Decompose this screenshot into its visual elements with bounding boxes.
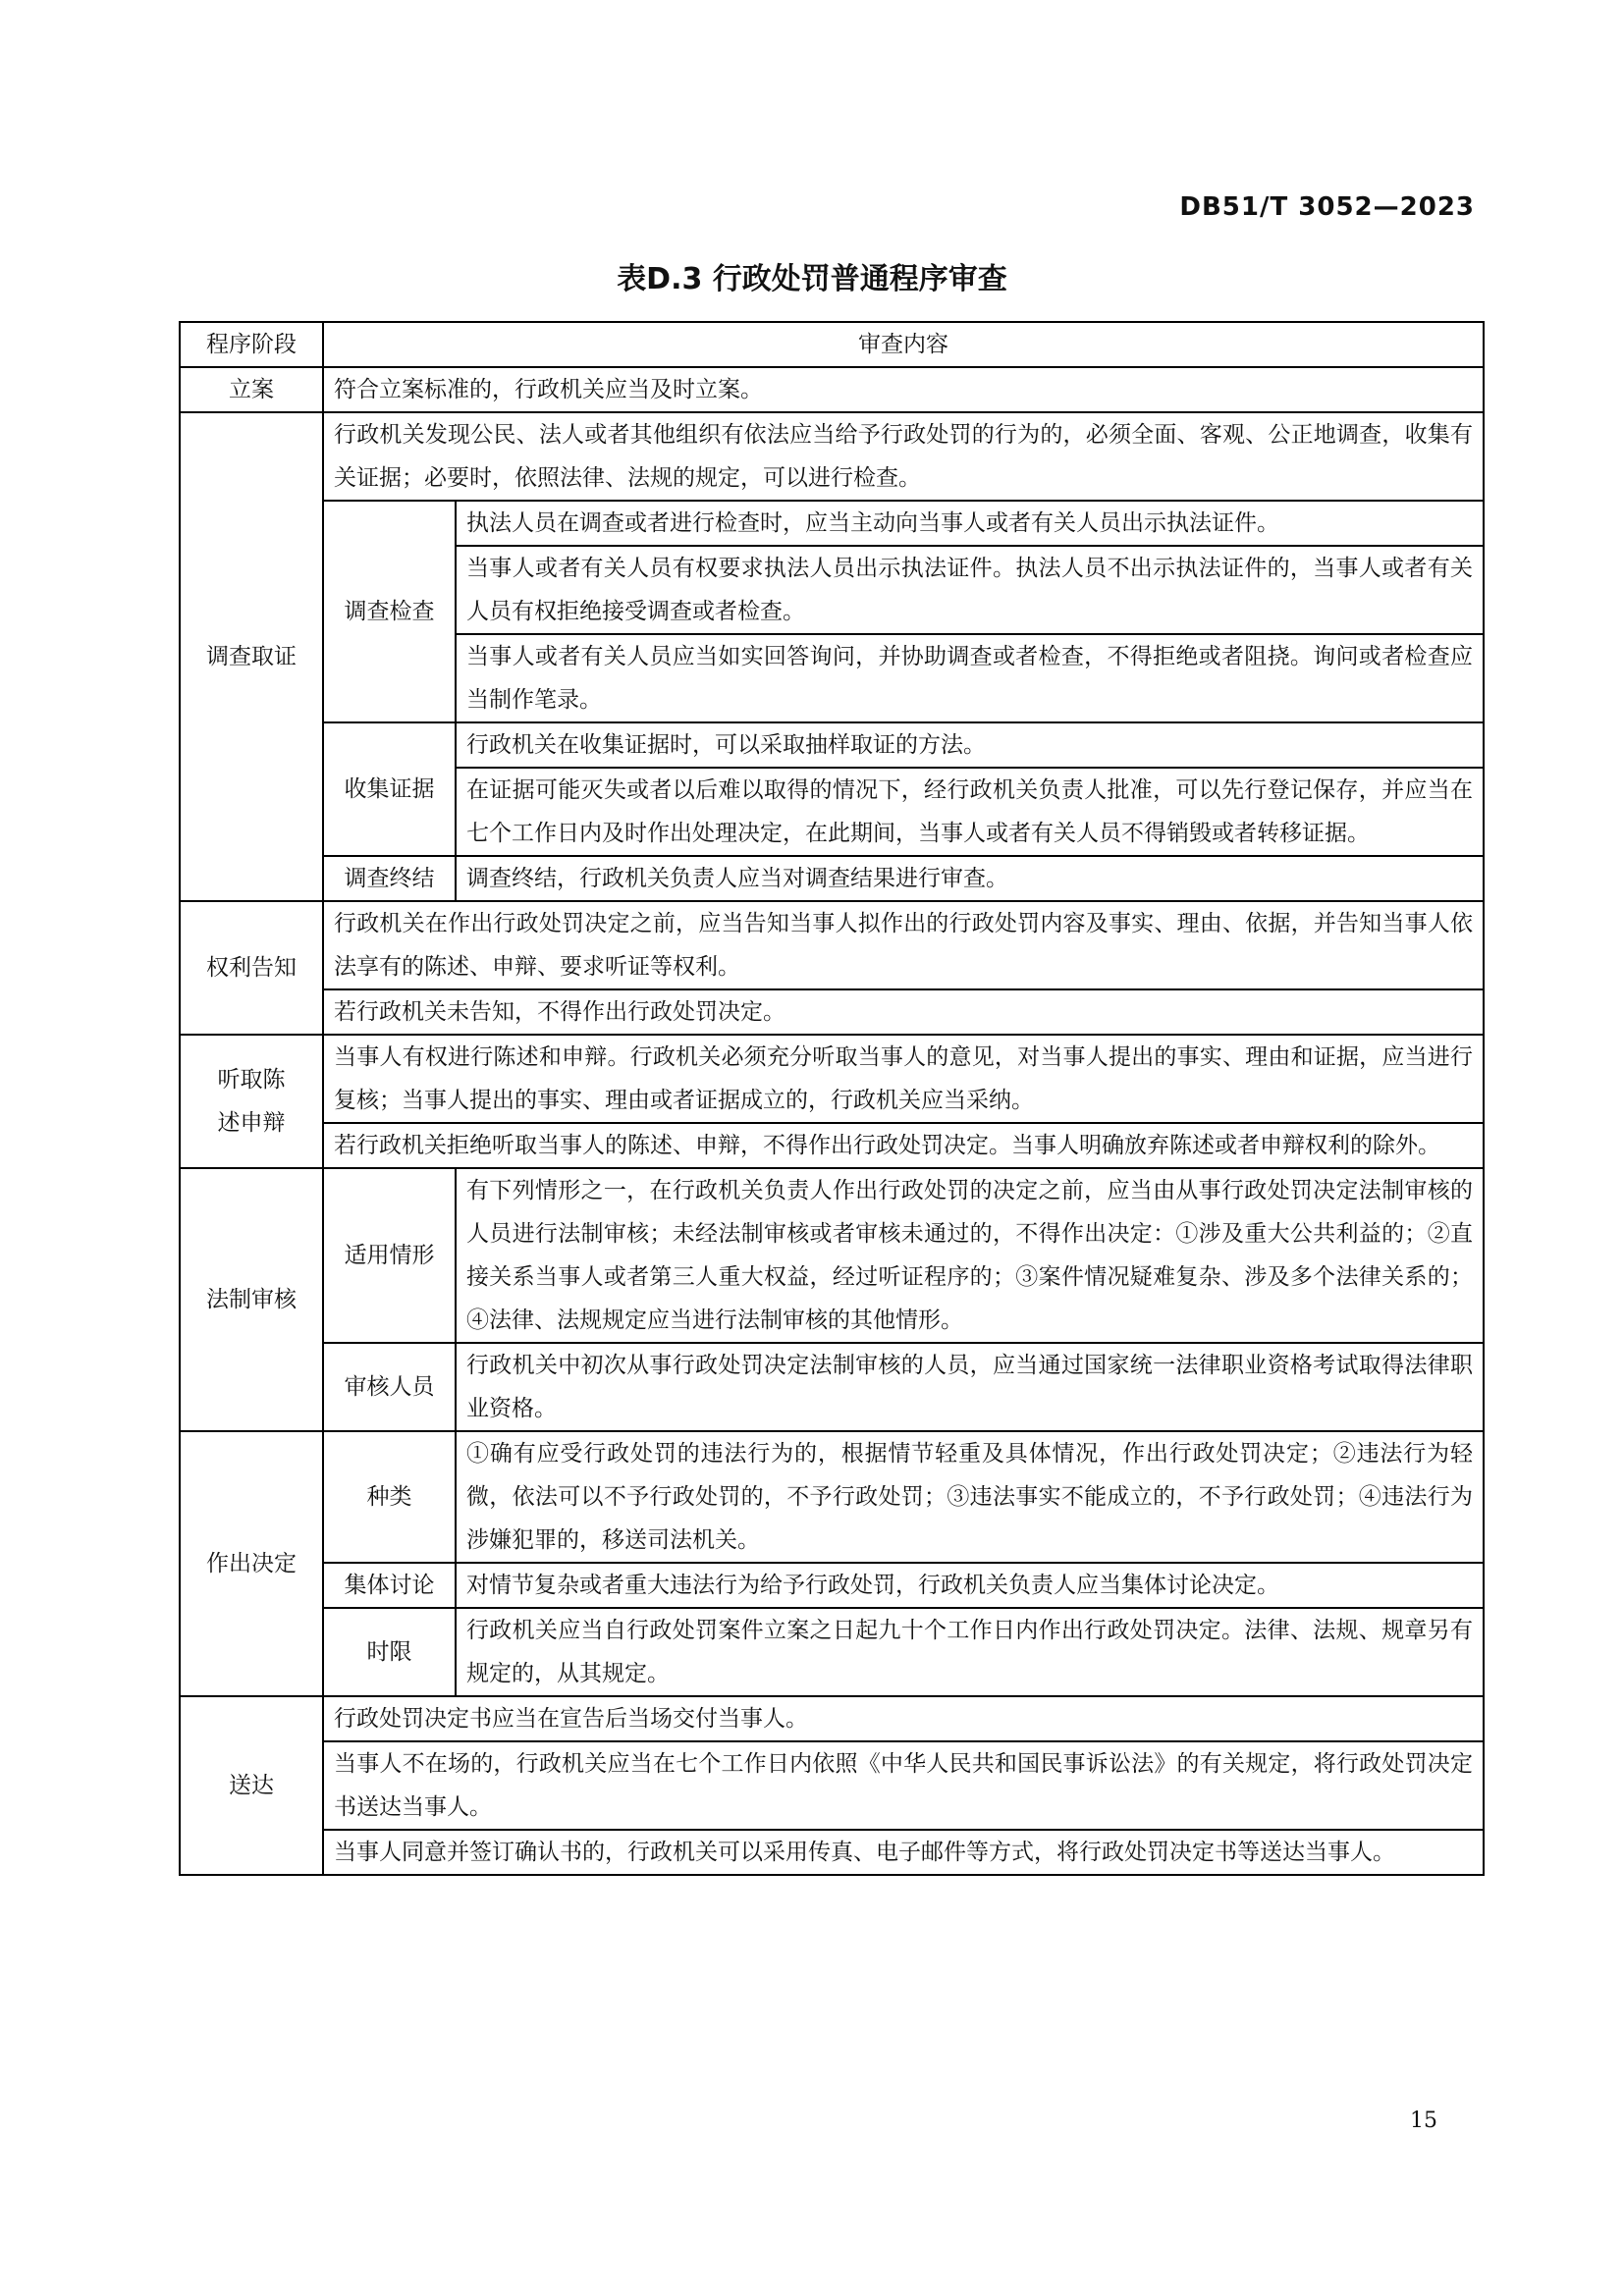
table-row (180, 1830, 1484, 1875)
substage-cell: 调查检查 (323, 501, 456, 722)
content-cell: 调查终结，行政机关负责人应当对调查结果进行审查。 (456, 856, 1484, 901)
table-row (180, 722, 1484, 768)
table-row (180, 1431, 1484, 1563)
stage-cell: 听取陈述申辩 (180, 1035, 323, 1168)
table-title: 表D.3 行政处罚普通程序审查 (617, 262, 1007, 296)
table-row (180, 901, 1484, 989)
content-cell: 当事人有权进行陈述和申辩。行政机关必须充分听取当事人的意见，对当事人提出的事实、理由和证据，应当进行复核；当事人提出的事实、理由或者证据成立的，行政机关应当采纳。 (323, 1035, 1484, 1123)
substage-cell: 种类 (323, 1431, 456, 1563)
table-row (180, 989, 1484, 1035)
table-row (180, 1563, 1484, 1608)
content-cell: 有下列情形之一，在行政机关负责人作出行政处罚的决定之前，应当由从事行政处罚决定法制审核的人员进行法制审核；未经法制审核或者审核未通过的，不得作出决定：①涉及重大公共利益的；②直接关系当事人或者第三人重大权益，经过听证程序的；③案件情况疑难复杂、涉及多个法律关系的；④法律、法规规定应当进行法制审核的其他情形。 (456, 1168, 1484, 1343)
stage-cell: 作出决定 (180, 1431, 323, 1696)
substage-cell: 调查终结 (323, 856, 456, 901)
document-code: DB51/T 3052—2023 (1179, 192, 1475, 222)
content-cell: 在证据可能灭失或者以后难以取得的情况下，经行政机关负责人批准，可以先行登记保存，并应当在七个工作日内及时作出处理决定，在此期间，当事人或者有关人员不得销毁或者转移证据。 (456, 768, 1484, 856)
content-cell: 行政机关应当自行政处罚案件立案之日起九十个工作日内作出行政处罚决定。法律、法规、规章另有规定的，从其规定。 (456, 1608, 1484, 1696)
substage-cell: 收集证据 (323, 722, 456, 856)
content-cell: ①确有应受行政处罚的违法行为的，根据情节轻重及具体情况，作出行政处罚决定；②违法行为轻微，依法可以不予行政处罚的，不予行政处罚；③违法事实不能成立的，不予行政处罚；④违法行为涉嫌犯罪的，移送司法机关。 (456, 1431, 1484, 1563)
review-table (179, 321, 1485, 1876)
table-row (180, 856, 1484, 901)
table-row (180, 1123, 1484, 1168)
substage-cell: 审核人员 (323, 1343, 456, 1431)
table-row (180, 1608, 1484, 1696)
content-cell: 行政机关中初次从事行政处罚决定法制审核的人员，应当通过国家统一法律职业资格考试取得法律职业资格。 (456, 1343, 1484, 1431)
content-cell: 行政机关在作出行政处罚决定之前，应当告知当事人拟作出的行政处罚内容及事实、理由、依据，并告知当事人依法享有的陈述、申辩、要求听证等权利。 (323, 901, 1484, 989)
table-row (180, 367, 1484, 412)
stage-cell: 立案 (180, 367, 323, 412)
table-row (180, 1696, 1484, 1741)
substage-cell: 时限 (323, 1608, 456, 1696)
content-cell: 行政处罚决定书应当在宣告后当场交付当事人。 (323, 1696, 1484, 1741)
substage-cell: 集体讨论 (323, 1563, 456, 1608)
stage-cell: 调查取证 (180, 412, 323, 901)
page-number: 15 (1410, 2109, 1437, 2133)
content-cell: 若行政机关拒绝听取当事人的陈述、申辩，不得作出行政处罚决定。当事人明确放弃陈述或者申辩权利的除外。 (323, 1123, 1484, 1168)
content-cell: 若行政机关未告知，不得作出行政处罚决定。 (323, 989, 1484, 1035)
table-row (180, 1035, 1484, 1123)
table-header-row (180, 322, 1484, 367)
table-row (180, 412, 1484, 501)
header-content: 审查内容 (323, 322, 1484, 367)
content-cell: 当事人同意并签订确认书的，行政机关可以采用传真、电子邮件等方式，将行政处罚决定书等送达当事人。 (323, 1830, 1484, 1875)
content-cell: 符合立案标准的，行政机关应当及时立案。 (323, 367, 1484, 412)
header-stage: 程序阶段 (180, 322, 323, 367)
content-cell: 行政机关发现公民、法人或者其他组织有依法应当给予行政处罚的行为的，必须全面、客观、公正地调查，收集有关证据；必要时，依照法律、法规的规定，可以进行检查。 (323, 412, 1484, 501)
substage-cell: 适用情形 (323, 1168, 456, 1343)
content-cell: 行政机关在收集证据时，可以采取抽样取证的方法。 (456, 722, 1484, 768)
table-row (180, 1168, 1484, 1343)
content-cell: 执法人员在调查或者进行检查时，应当主动向当事人或者有关人员出示执法证件。 (456, 501, 1484, 546)
content-cell: 当事人或者有关人员有权要求执法人员出示执法证件。执法人员不出示执法证件的，当事人或者有关人员有权拒绝接受调查或者检查。 (456, 546, 1484, 634)
content-cell: 当事人或者有关人员应当如实回答询问，并协助调查或者检查，不得拒绝或者阻挠。询问或者检查应当制作笔录。 (456, 634, 1484, 722)
table-row (180, 1343, 1484, 1431)
table-row (180, 501, 1484, 546)
table-row (180, 1741, 1484, 1830)
content-cell: 当事人不在场的，行政机关应当在七个工作日内依照《中华人民共和国民事诉讼法》的有关规定，将行政处罚决定书送达当事人。 (323, 1741, 1484, 1830)
content-cell: 对情节复杂或者重大违法行为给予行政处罚，行政机关负责人应当集体讨论决定。 (456, 1563, 1484, 1608)
stage-cell: 送达 (180, 1696, 323, 1875)
stage-cell: 权利告知 (180, 901, 323, 1035)
stage-cell: 法制审核 (180, 1168, 323, 1431)
